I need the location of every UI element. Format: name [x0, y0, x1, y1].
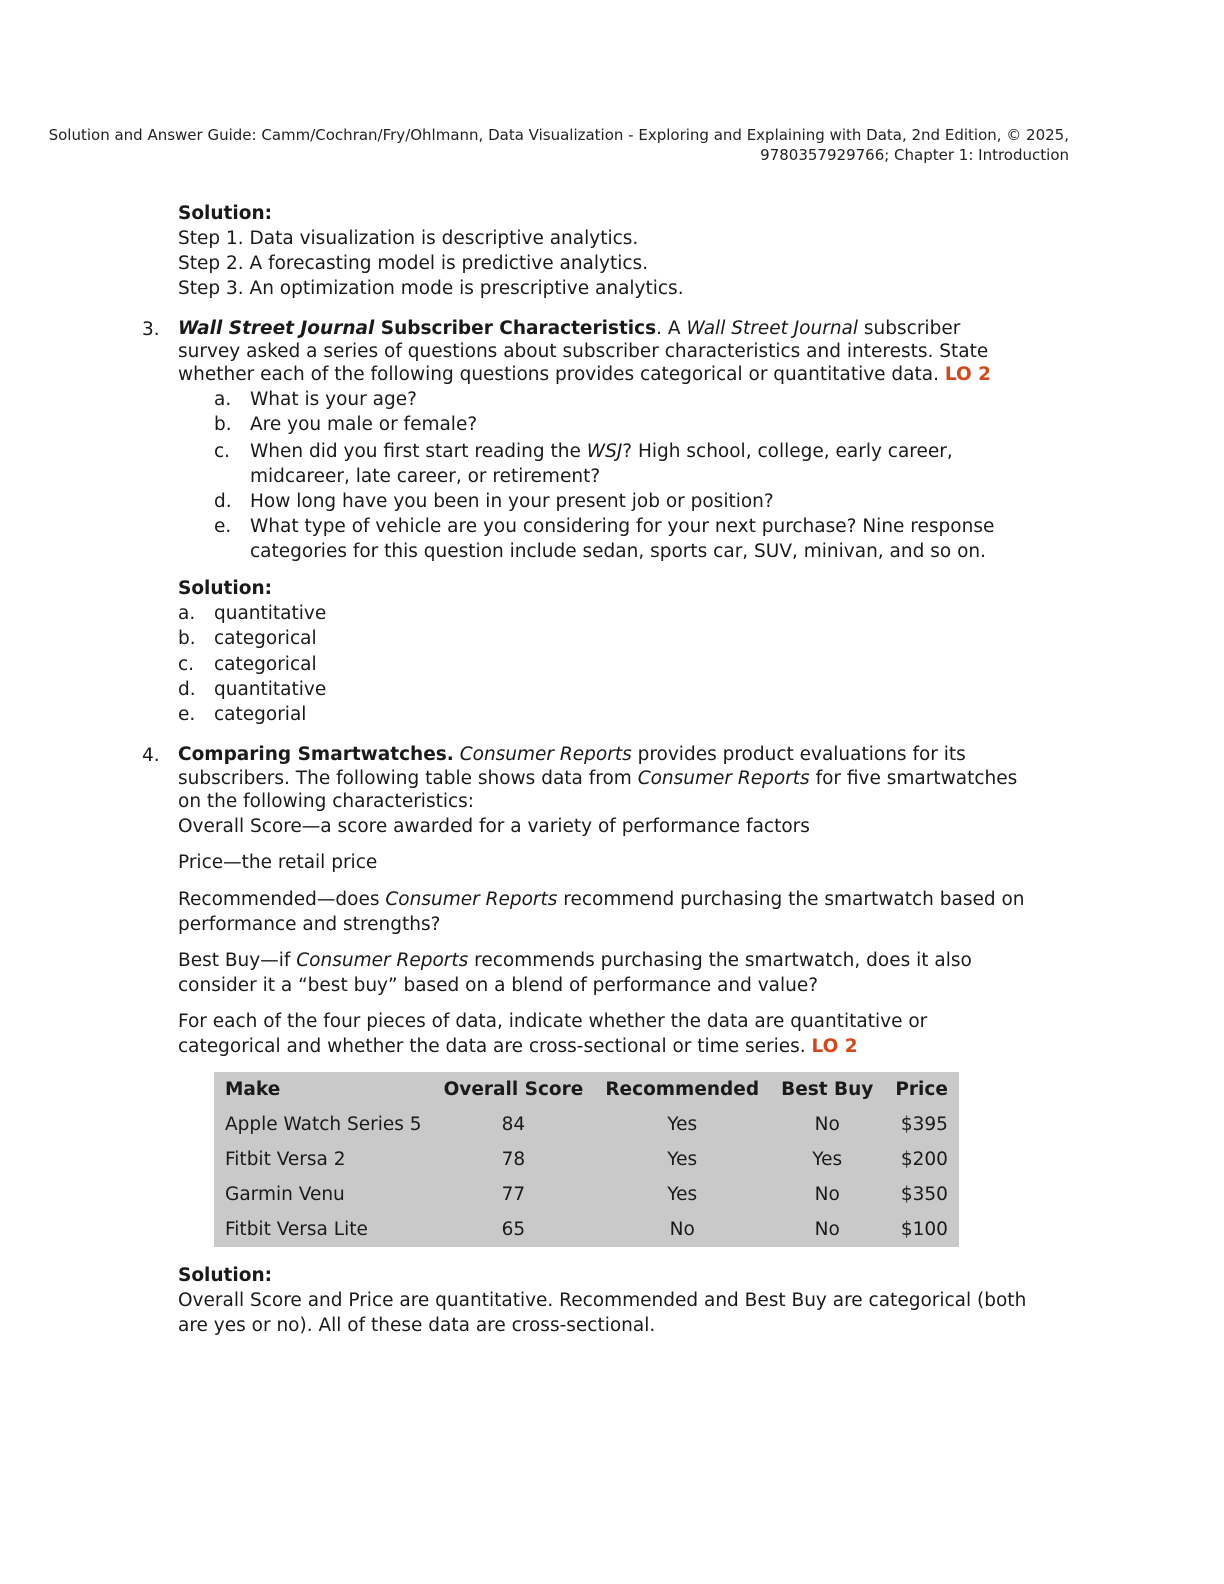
list-item: e. What type of vehicle are you considering for your next purchase? Nine response categories for this question include sedan, sports car, SUV, minivan, and so on.: [214, 516, 995, 562]
list-item: a. What is your age?: [214, 389, 417, 410]
table-cell: Yes: [812, 1148, 843, 1170]
list-item: d. How long have you been in your present job or position?: [214, 491, 774, 512]
column-header: Best Buy: [781, 1078, 874, 1100]
table-cell: Fitbit Versa Lite: [225, 1218, 368, 1240]
question-3-line-1: Wall Street Journal Subscriber Characteristics. A Wall Street Journal subscriber: [178, 318, 961, 339]
list-item: b. categorical: [178, 628, 317, 650]
solution-step-3: Step 3. An optimization mode is prescriptive analytics.: [178, 278, 684, 299]
table-cell: Yes: [667, 1183, 698, 1205]
page-body: [142, 201, 1078, 1338]
table-cell: $100: [900, 1218, 948, 1240]
question-number: 4.: [142, 745, 160, 767]
question-3: [142, 317, 1078, 564]
solution-label: Solution:: [178, 1264, 273, 1286]
solution-label: Solution:: [178, 578, 273, 599]
solution-label: Solution:: [178, 203, 273, 224]
table-cell: No: [814, 1183, 840, 1205]
question-4-line-4: Overall Score—a score awarded for a variety of performance factors: [178, 815, 810, 837]
header-line-1: Solution and Answer Guide: Camm/Cochran/Fry/Ohlmann, Data Visualization - Exploring and Explaining with Data, 2nd Edition, © 2025,: [48, 126, 1069, 144]
solution-step-1: Step 1. Data visualization is descriptive analytics.: [178, 228, 639, 249]
question-3-line-2: survey asked a series of questions about subscriber characteristics and interests. State: [178, 341, 989, 362]
list-item: b. Are you male or female?: [214, 414, 478, 435]
table-cell: No: [814, 1113, 840, 1135]
list-item: e. categorial: [178, 704, 307, 726]
table-row: [214, 1212, 959, 1247]
table-cell: No: [814, 1218, 840, 1240]
table-cell: 77: [501, 1183, 526, 1205]
list-item: c. categorical: [178, 653, 317, 675]
running-header: [0, 125, 1069, 165]
list-item: a. quantitative: [178, 603, 327, 624]
column-header: Make: [225, 1078, 281, 1100]
table-cell: Garmin Venu: [225, 1183, 345, 1205]
price-definition: Price—the retail price: [178, 851, 378, 873]
column-header: Overall Score: [443, 1078, 584, 1100]
header-line-2: 9780357929766; Chapter 1: Introduction: [760, 146, 1069, 164]
table-header-row: [214, 1072, 959, 1107]
table-cell: No: [669, 1218, 695, 1240]
table-cell: Yes: [667, 1113, 698, 1135]
question-4-line-2: subscribers. The following table shows data from Consumer Reports for five smartwatches: [178, 767, 1018, 789]
list-item: d. quantitative: [178, 678, 327, 700]
column-header: Recommended: [605, 1078, 760, 1100]
table-cell: 84: [501, 1113, 526, 1135]
question-4-line-3: on the following characteristics:: [178, 791, 475, 813]
recommended-definition: Recommended—does Consumer Reports recommend purchasing the smartwatch based on performance and strengths?: [178, 888, 1025, 935]
question-number: 3.: [142, 319, 160, 340]
learning-objective-tag: LO 2: [944, 364, 992, 385]
table-row: [214, 1142, 959, 1177]
table-cell: 78: [501, 1148, 526, 1170]
table-cell: $350: [900, 1183, 948, 1205]
question-3-solution-items: [178, 601, 1078, 727]
question-4-instructions: For each of the four pieces of data, indicate whether the data are quantitative or categorical and whether the data are cross-sectional or time series. LO 2: [178, 1010, 928, 1057]
question-3-line-3: whether each of the following questions provides categorical or quantitative data. LO 2: [178, 364, 992, 385]
table-row: [214, 1177, 959, 1212]
solution-step-2: Step 2. A forecasting model is predictive analytics.: [178, 253, 649, 274]
question-4-solution: Overall Score and Price are quantitative. Recommended and Best Buy are categorical (both are yes or no). All of these data are cross-sectional.: [178, 1289, 1027, 1336]
table-cell: 65: [501, 1218, 526, 1240]
column-header: Price: [895, 1078, 948, 1100]
learning-objective-tag: LO 2: [811, 1035, 858, 1057]
table-cell: $200: [900, 1148, 948, 1170]
smartwatch-table: [214, 1072, 959, 1247]
best-buy-definition: Best Buy—if Consumer Reports recommends purchasing the smartwatch, does it also consider it a “best buy” based on a blend of performance and value?: [178, 949, 972, 996]
table-row: [214, 1107, 959, 1142]
table-cell: Yes: [667, 1148, 698, 1170]
list-item: c. When did you first start reading the WSJ? High school, college, early career, midcareer, late career, or retirement?: [214, 441, 953, 487]
table-cell: $395: [900, 1113, 948, 1135]
question-4-line-1: Comparing Smartwatches. Consumer Reports provides product evaluations for its: [178, 744, 966, 766]
question-4: [142, 743, 1078, 1247]
table-cell: Fitbit Versa 2: [225, 1148, 346, 1170]
question-3-items: [214, 387, 1078, 564]
table-cell: Apple Watch Series 5: [225, 1113, 422, 1135]
